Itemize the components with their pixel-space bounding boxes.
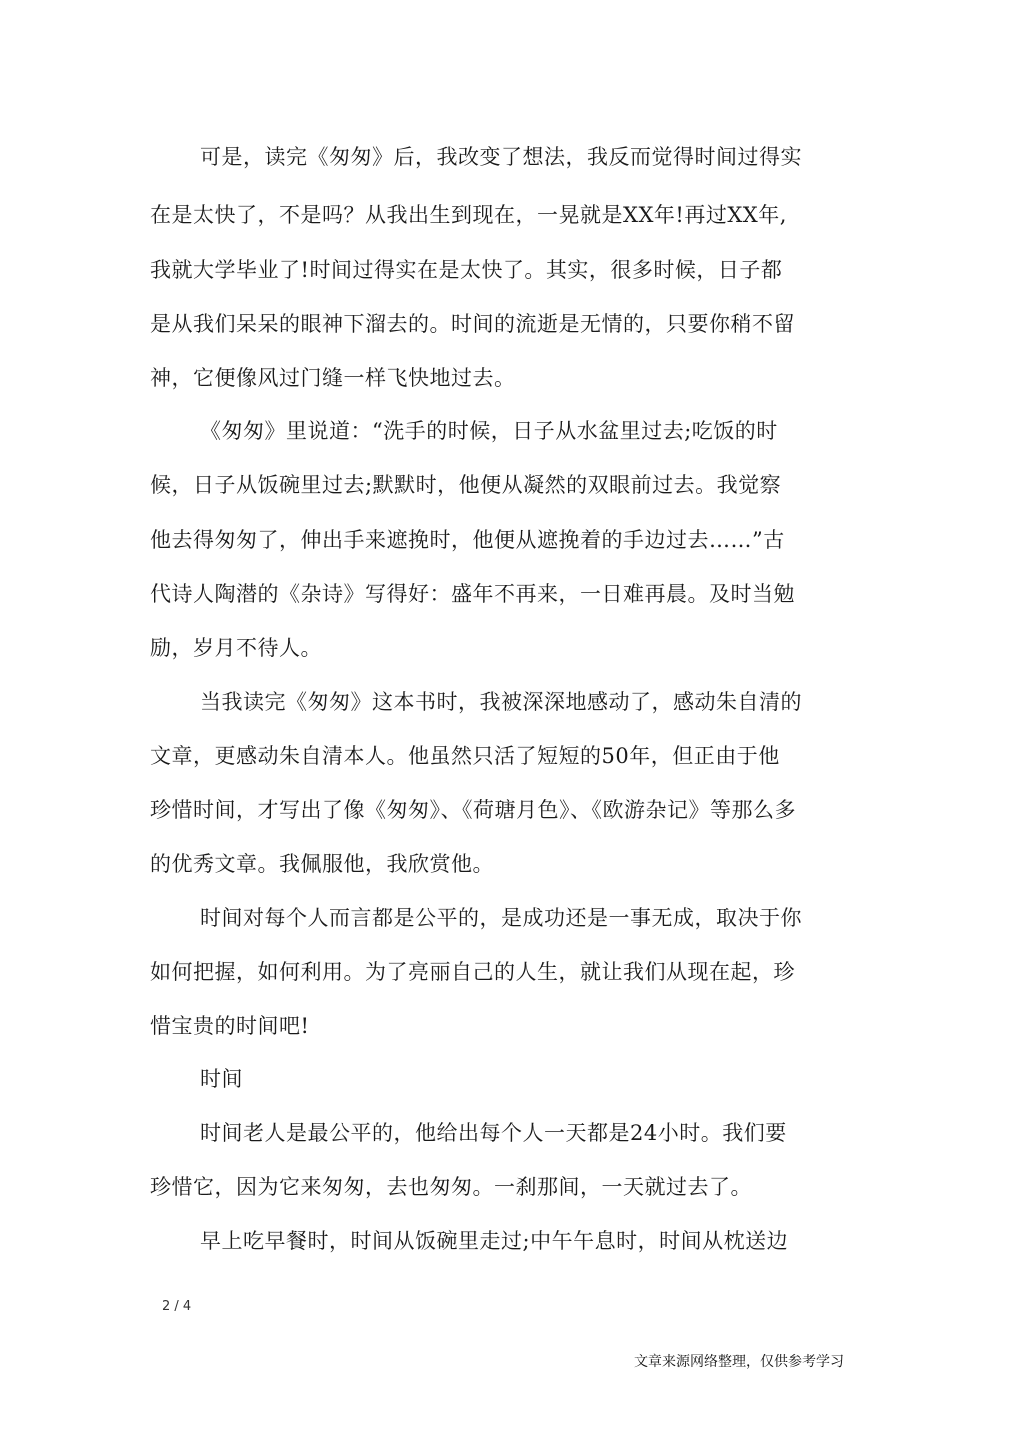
text-line: 候，日子从饭碗里过去;默默时，他便从凝然的双眼前过去。我觉察	[150, 473, 782, 497]
text-line: 珍惜时间，才写出了像《匆匆》、《荷瑭月色》、《欧游杂记》等那么多	[150, 798, 796, 822]
text-line: 代诗人陶潜的《杂诗》写得好：盛年不再来，一日难再晨。及时当勉	[150, 582, 795, 606]
text-line: 可是，读完《匆匆》后，我改变了想法，我反而觉得时间过得实	[200, 145, 802, 169]
text-line: 的优秀文章。我佩服他，我欣赏他。	[150, 852, 494, 876]
text-line: 励，岁月不待人。	[150, 636, 322, 660]
text-line: 《匆匆》里说道：“洗手的时候，日子从水盆里过去;吃饭的时	[200, 419, 778, 443]
text-line: 时间老人是最公平的，他给出每个人一天都是24小时。我们要	[200, 1121, 787, 1145]
text-line: 时间对每个人而言都是公平的，是成功还是一事无成，取决于你	[200, 906, 802, 930]
page-number: 2 / 4	[162, 1299, 192, 1314]
footer-note: 文章来源网络整理，仅供参考学习	[634, 1354, 844, 1370]
text-line: 惜宝贵的时间吧!	[150, 1014, 310, 1038]
text-line: 珍惜它，因为它来匆匆，去也匆匆。一刹那间，一天就过去了。	[150, 1175, 752, 1199]
text-line: 我就大学毕业了!时间过得实在是太快了。其实，很多时候，日子都	[150, 258, 783, 282]
text-line: 如何把握，如何利用。为了亮丽自己的人生，就让我们从现在起，珍	[150, 960, 795, 984]
text-line: 早上吃早餐时，时间从饭碗里走过;中午午息时，时间从枕送边	[200, 1229, 789, 1253]
section-heading: 时间	[200, 1067, 243, 1091]
text-line: 他去得匆匆了，伸出手来遮挽时，他便从遮挽着的手边过去……”古	[150, 528, 785, 552]
text-line: 是从我们呆呆的眼神下溜去的。时间的流逝是无情的，只要你稍不留	[150, 312, 795, 336]
text-line: 文章，更感动朱自清本人。他虽然只活了短短的50年，但正由于他	[150, 744, 780, 768]
text-line: 在是太快了，不是吗？从我出生到现在，一晃就是XX年!再过XX年,	[150, 203, 787, 227]
text-line: 神，它便像风过门缝一样飞快地过去。	[150, 366, 516, 390]
text-line: 当我读完《匆匆》这本书时，我被深深地感动了，感动朱自清的	[200, 690, 802, 714]
